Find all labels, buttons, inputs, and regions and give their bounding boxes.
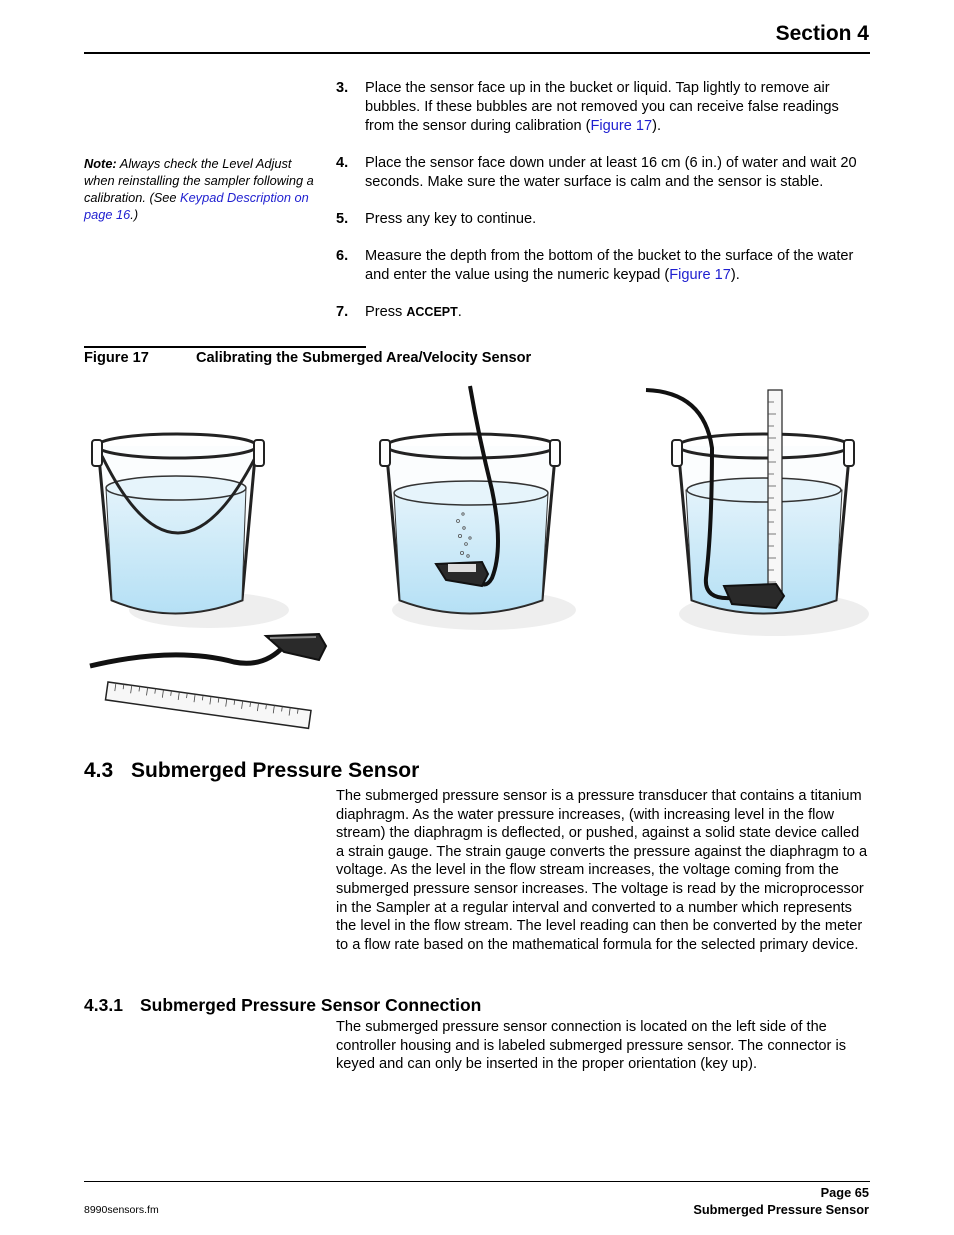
step-text-part: Place the sensor face up in the bucket or liquid. Tap lightly to remove air bubbles. If these bubbles are not removed you can receive false readings from the sensor during calibration ( — [365, 80, 839, 134]
calibration-note — [84, 155, 314, 223]
section-4-3-1-body: The submerged pressure sensor connection is located on the left side of the controller housing and is labeled submerged pressure sensor. The connector is keyed and can only be inserted in the proper orientation (key up). — [336, 1019, 846, 1073]
section-number: 4.3 — [84, 759, 114, 782]
sensor-and-cable — [90, 634, 326, 666]
keypad-description-link[interactable]: Keypad Description on page 16 — [84, 190, 309, 222]
footer-filename: 8990sensors.fm — [84, 1204, 159, 1216]
footer-section-name: Submerged Pressure Sensor — [693, 1202, 869, 1217]
figure-rule — [84, 346, 366, 348]
footer-rule — [84, 1181, 870, 1182]
step-text-part: Press — [365, 304, 407, 320]
procedure-steps — [336, 79, 870, 340]
step-5 — [336, 210, 870, 229]
bucket-depth-measurement — [646, 390, 869, 636]
ruler-lying — [105, 682, 311, 728]
header-rule — [84, 52, 870, 54]
step-6 — [336, 247, 870, 285]
step-number: 6. — [336, 248, 349, 264]
step-number: 4. — [336, 155, 349, 171]
footer-right — [693, 1184, 869, 1218]
section-title: Section 4 — [775, 22, 869, 45]
step-text-part: ). — [652, 118, 662, 134]
figure-caption-text: Calibrating the Submerged Area/Velocity Sensor — [196, 350, 532, 366]
step-number: 3. — [336, 80, 349, 96]
step-text-part: . — [457, 304, 462, 320]
section-4-3-1-heading — [84, 995, 481, 1016]
empty-bucket-with-water — [92, 434, 289, 628]
bucket-sensor-face-up — [380, 386, 576, 630]
accept-key-label: ACCEPT — [406, 305, 458, 319]
step-text: Press any key to continue. — [365, 211, 537, 227]
step-3 — [336, 79, 870, 136]
page-number: Page 65 — [820, 1185, 869, 1200]
figure-17-link[interactable]: Figure 17 — [590, 118, 653, 134]
section-number: 4.3.1 — [84, 995, 123, 1015]
section-title-text: Submerged Pressure Sensor Connection — [140, 995, 482, 1015]
section-4-3-heading — [84, 759, 419, 783]
section-4-3-body: The submerged pressure sensor is a pressure transducer that contains a titanium diaphragm. As the water pressure increases, (with increasing level in the flow stream) the diaphragm is deflected, or pushed, against a solid state device called a strain gauge. The strain gauge converts the pressure against the diaphragm to a voltage. As the level in the flow stream increases, the voltage coming from the submerged pressure sensor increases. The voltage is read by the microprocessor in the Sampler at a regular interval and converted to a number which represents the level in the flow stream. The level reading can then be converted by the meter to a flow rate based on the mathematical formula for the selected primary device. — [336, 788, 868, 953]
figure-caption — [84, 350, 531, 366]
calibration-illustration — [84, 378, 874, 733]
step-number: 5. — [336, 211, 349, 227]
note-text: Always check the Level Adjust when reinstalling the sampler following a calibration. (See — [84, 156, 314, 205]
step-text-part: ). — [730, 267, 740, 283]
note-text: .) — [130, 207, 139, 222]
step-text — [365, 303, 870, 322]
figure-label: Figure 17 — [84, 350, 149, 366]
step-number: 7. — [336, 304, 349, 320]
note-label: Note: — [84, 156, 117, 171]
step-4 — [336, 154, 870, 192]
step-text: Place the sensor face down under at least 16 cm (6 in.) of water and wait 20 seconds. Make sure the water surface is calm and the sensor is stable. — [365, 155, 857, 190]
figure-17-link[interactable]: Figure 17 — [669, 267, 731, 283]
section-title-text: Submerged Pressure Sensor — [131, 759, 420, 782]
step-text-part: Measure the depth from the bottom of the bucket to the surface of the water and enter the value using the numeric keypad ( — [365, 248, 854, 283]
step-7 — [336, 303, 870, 322]
step-text — [365, 79, 870, 136]
step-text — [365, 247, 870, 285]
